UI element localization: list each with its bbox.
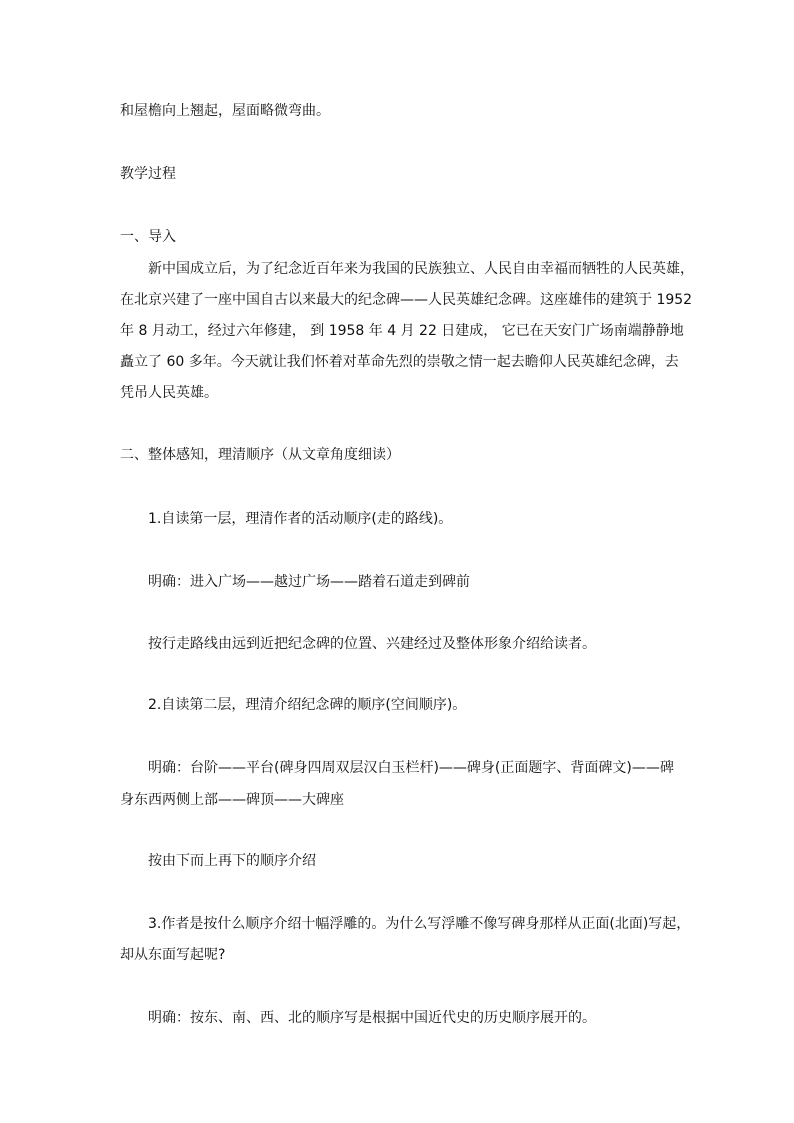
section-heading-overall-perception: 二、整体感知，理清顺序（从文章角度细读）	[120, 447, 400, 463]
question-item: 1.自读第一层，理清作者的活动顺序(走的路线)。	[148, 511, 453, 527]
paragraph-line: 矗立了 60 多年。今天就让我们怀着对革命先烈的崇敬之情一起去瞻仰人民英雄纪念碑，去	[120, 354, 679, 370]
answer-item-continued: 身东西两侧上部——碑顶——大碑座	[120, 792, 344, 808]
answer-item: 明确：进入广场——越过广场——踏着石道走到碑前	[148, 574, 470, 590]
section-heading-introduction: 一、导入	[120, 229, 176, 245]
text-line: 按由下而上再下的顺序介绍	[148, 853, 316, 869]
text-line: 和屋檐向上翘起，屋面略微弯曲。	[120, 103, 330, 119]
section-heading-teaching-process: 教学过程	[120, 166, 176, 182]
answer-item: 明确：按东、南、西、北的顺序写是根据中国近代史的历史顺序展开的。	[148, 1010, 596, 1026]
paragraph-line: 凭吊人民英雄。	[120, 385, 218, 401]
paragraph-line: 在北京兴建了一座中国自古以来最大的纪念碑——人民英雄纪念碑。这座雄伟的建筑于 1952	[120, 292, 693, 308]
text-line: 按行走路线由远到近把纪念碑的位置、兴建经过及整体形象介绍给读者。	[148, 636, 596, 652]
question-item: 2.自读第二层，理清介绍纪念碑的顺序(空间顺序)。	[148, 697, 467, 713]
question-item: 3.作者是按什么顺序介绍十幅浮雕的。为什么写浮雕不像写碑身那样从正面(北面)写起，	[148, 916, 691, 932]
question-item-continued: 却从东面写起呢?	[120, 947, 226, 963]
paragraph-line: 新中国成立后，为了纪念近百年来为我国的民族独立、人民自由幸福而牺牲的人民英雄，	[148, 261, 694, 277]
paragraph-line: 年 8 月动工，经过六年修建， 到 1958 年 4 月 22 日建成， 它已在天安门广场南端静静地	[120, 323, 684, 339]
answer-item: 明确：台阶——平台(碑身四周双层汉白玉栏杆)——碑身(正面题字、背面碑文)——碑	[148, 760, 674, 776]
